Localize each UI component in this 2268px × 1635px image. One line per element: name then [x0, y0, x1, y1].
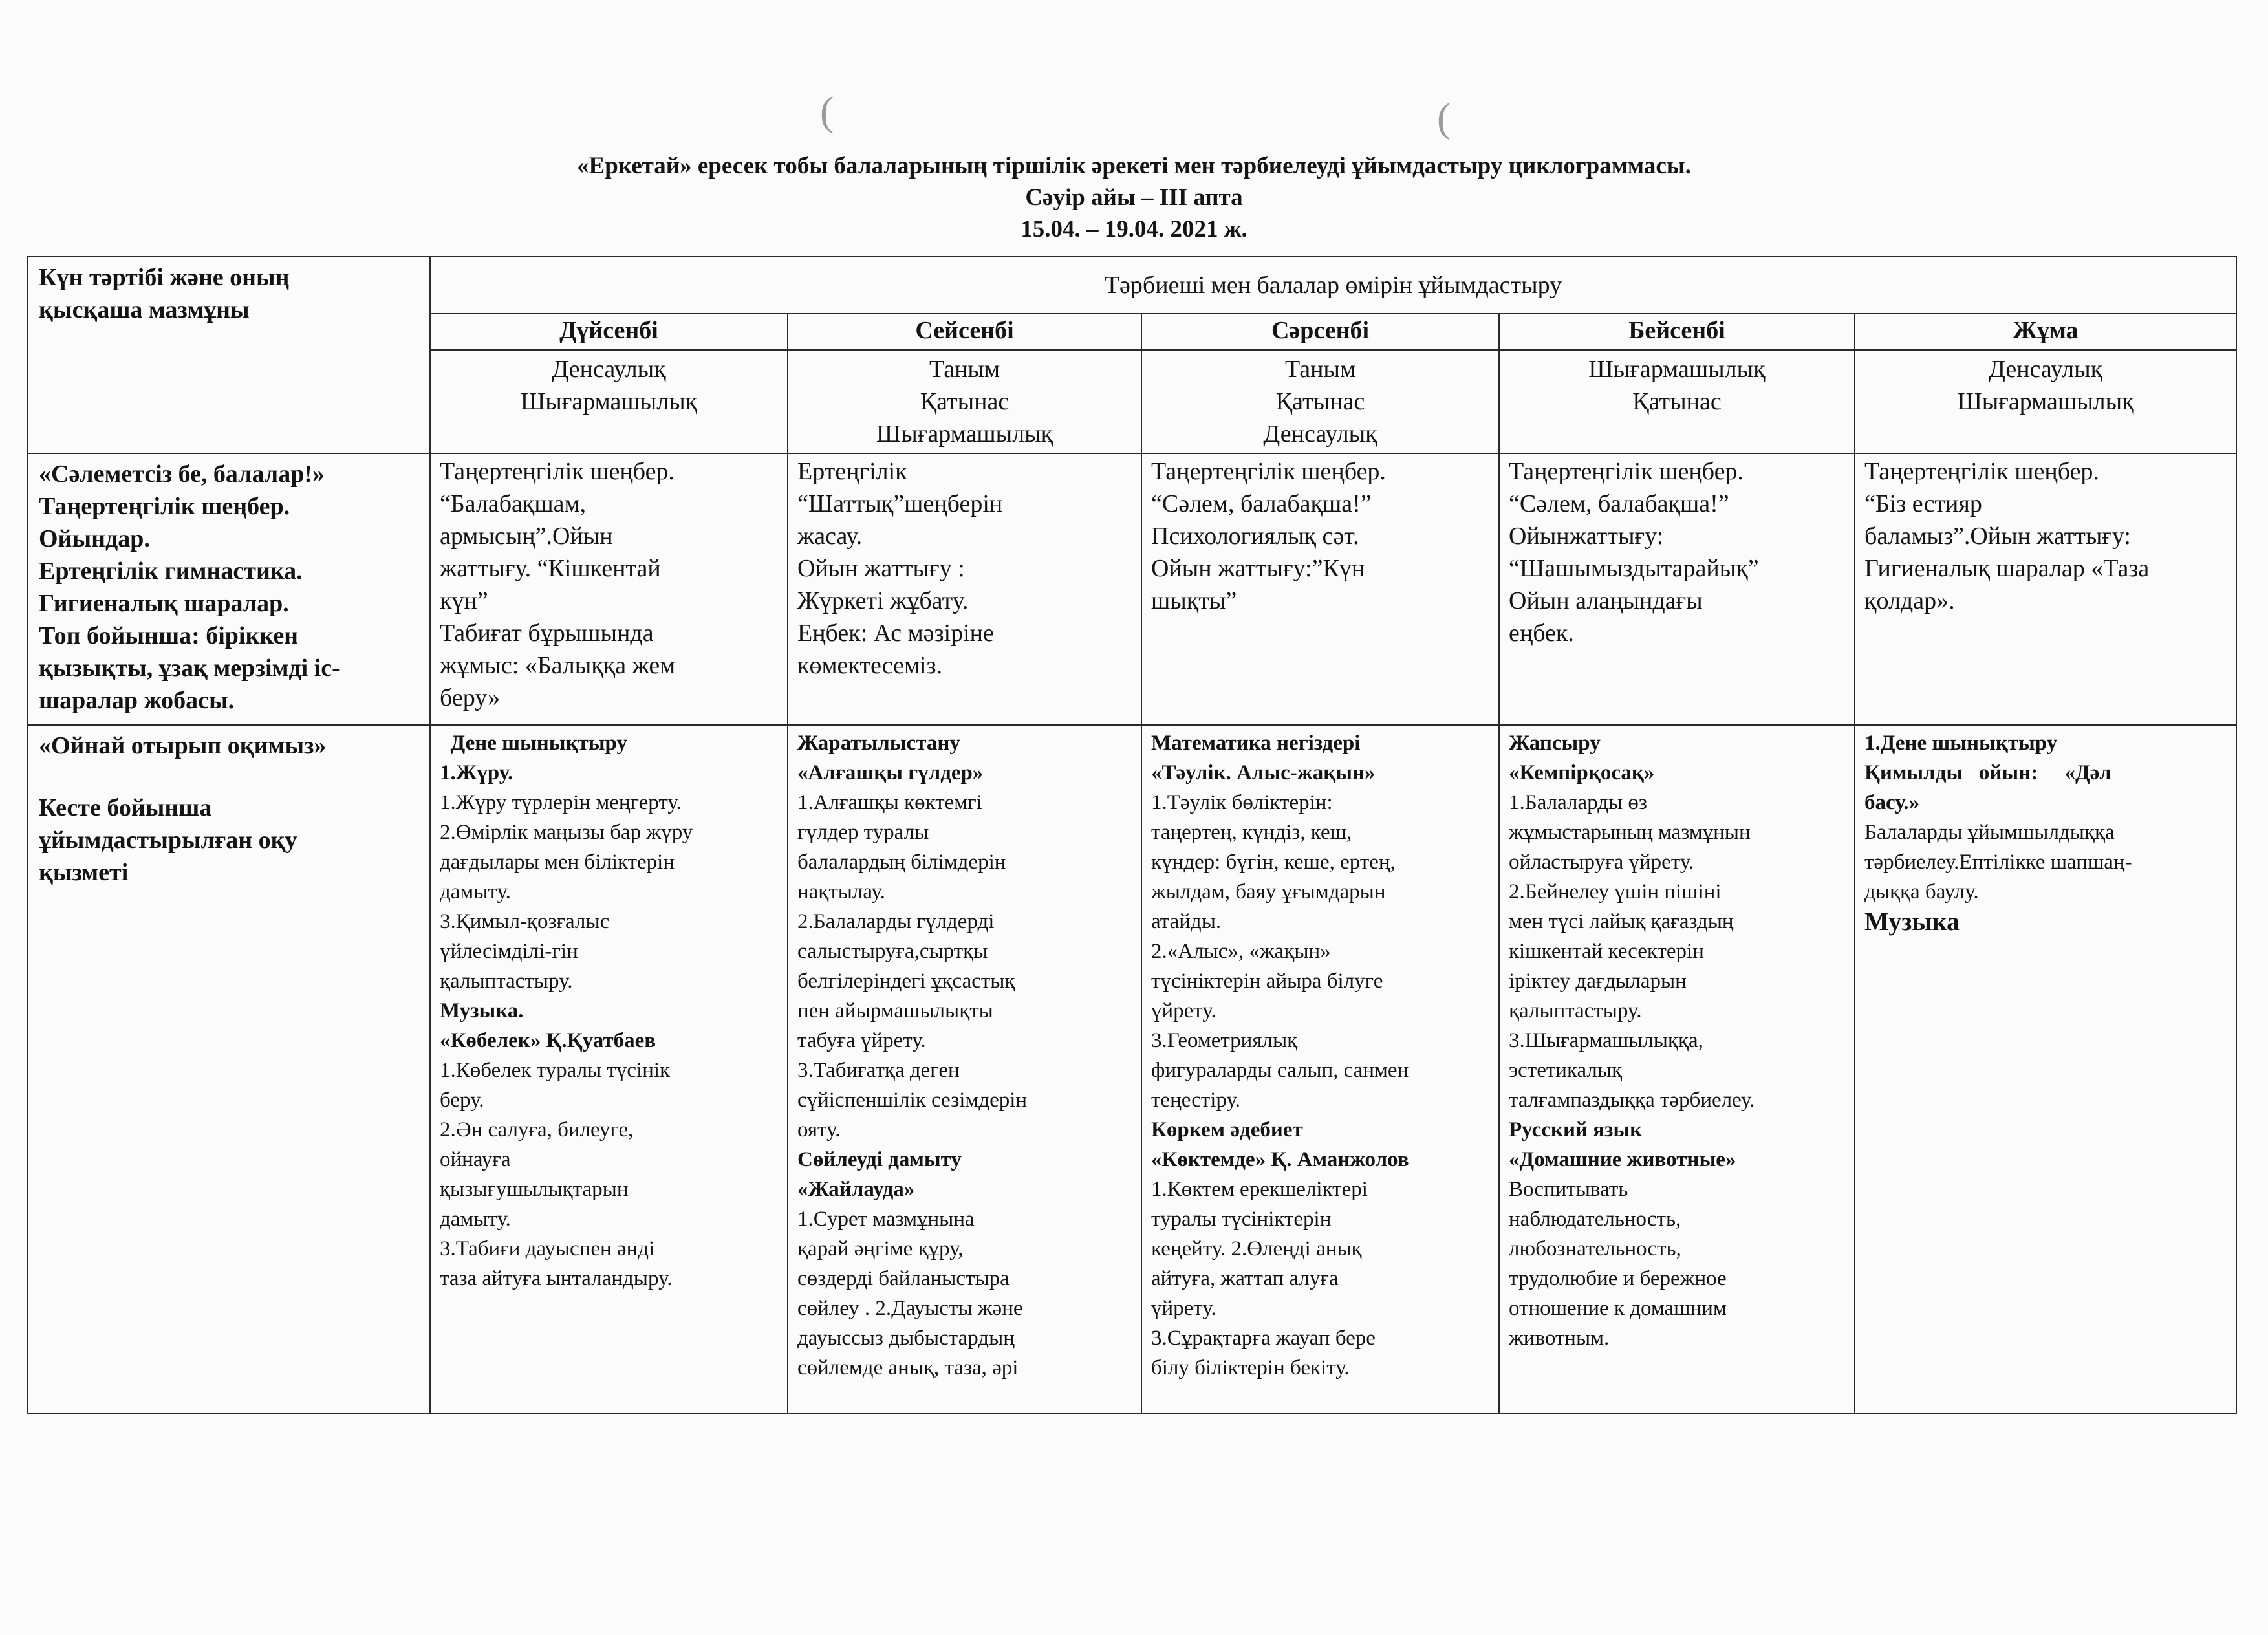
scan-mark-left: (	[820, 88, 834, 134]
morning-tuesday: Ертеңгілік “Шаттық”шеңберін жасау. Ойын жаттығу : Жүркеті жұбату. Еңбек: Ас мәзіріне көмектесеміз.	[788, 453, 1141, 725]
education-thursday: Жапсыру «Кемпірқосақ» 1.Балаларды өз жұмыстарының мазмұнын ойластыруға үйрету. 2.Бейнелеу үшін пішіні мен түсі лайық қағаздың кішкентай кесектерін іріктеу дағдыларын қалыптастыру. 3.Шығармашылыққа, эстетикалық талғампаздыққа тәрбиелеу. Русский язык «Домашние животные» Воспитывать наблюдательность, любознательность, трудолюбие и бережное отношение к домашним животным.	[1499, 725, 1855, 1413]
cyclogram-table	[27, 256, 2237, 1414]
morning-wednesday: Таңертеңгілік шеңбер. “Сәлем, балабақша!” Психологиялық сәт. Ойын жаттығу:”Күн шықты”	[1141, 453, 1499, 725]
document-title: «Еркетай» ересек тобы балаларының тіршілік әрекеті мен тәрбиелеуді ұйымдастыру циклограммасы.	[577, 153, 1691, 179]
areas-monday: Денсаулық Шығармашылық	[430, 350, 788, 453]
morning-monday: Таңертеңгілік шеңбер. “Балабақшам, армысың”.Ойын жаттығу. “Кішкентай күн” Табиғат бұрышында жұмыс: «Балыққа жем беру»	[430, 453, 788, 725]
document-header	[0, 150, 2268, 245]
education-friday: 1.Дене шынықтыру Қимылды ойын: «Дәл басу.» Балаларды ұйымшылдыққа тәрбиелеу.Ептілікке шапшаң- дыққа баулу. Музыка	[1855, 725, 2236, 1413]
day-header-monday: Дүйсенбі	[430, 314, 788, 350]
morning-thursday: Таңертеңгілік шеңбер. “Сәлем, балабақша!” Ойынжаттығу: “Шашымыздытарайық” Ойын алаңындағы еңбек.	[1499, 453, 1855, 725]
education-tuesday: Жаратылыстану «Алғашқы гүлдер» 1.Алғашқы көктемгі гүлдер туралы балалардың білімдерін нақтылау. 2.Балаларды гүлдерді салыстыруға,сыртқы белгілеріндегі ұқсастық пен айырмашылықты табуға үйрету. 3.Табиғатқа деген сүйіспеншілік сезімдерін ояту. Сөйлеуді дамыту «Жайлауда» 1.Сурет мазмұнына қарай әңгіме құру, сөздерді байланыстыра сөйлеу . 2.Дауысты және дауыссыз дыбыстардың сөйлемде анық, таза, әрі	[788, 725, 1141, 1413]
morning-row-title: «Сәлеметсіз бе, балалар!» Таңертеңгілік шеңбер. Ойындар. Ертеңгілік гимнастика. Гигиеналық шаралар. Топ бойынша: біріккен қызықты, ұзақ мерзімді іс- шаралар жобасы.	[28, 453, 430, 725]
areas-tuesday: Таным Қатынас Шығармашылық	[788, 350, 1141, 453]
day-header-tuesday: Сейсенбі	[788, 314, 1141, 350]
areas-thursday: Шығармашылық Қатынас	[1499, 350, 1855, 453]
areas-wednesday: Таным Қатынас Денсаулық	[1141, 350, 1499, 453]
day-header-friday: Жұма	[1855, 314, 2236, 350]
header-regime-cell: Күн тәртібі және оның қысқаша мазмұны	[28, 257, 430, 453]
day-header-thursday: Бейсенбі	[1499, 314, 1855, 350]
header-organization-cell: Тәрбиеші мен балалар өмірін ұйымдастыру	[430, 257, 2236, 314]
scan-mark-right: (	[1437, 94, 1451, 140]
day-header-wednesday: Сәрсенбі	[1141, 314, 1499, 350]
areas-friday: Денсаулық Шығармашылық	[1855, 350, 2236, 453]
education-wednesday: Математика негіздері «Тәулік. Алыс-жақын» 1.Тәулік бөліктерін: таңертең, күндіз, кеш, күндер: бүгін, кеше, ертең, жылдам, баяу ұғымдарын атайды. 2.«Алыс», «жақын» түсініктерін айыра білуге үйрету. 3.Геометриялық фигураларды салып, санмен теңестіру. Көркем әдебиет «Көктемде» Қ. Аманжолов 1.Көктем ерекшеліктері туралы түсініктерін кеңейту. 2.Өлеңді анық айтуға, жаттап алуға үйрету. 3.Сұрақтарға жауап бере білу біліктерін бекіту.	[1141, 725, 1499, 1413]
document-month-week: Сәуір айы – ІІІ апта	[1025, 184, 1243, 211]
document-date-range: 15.04. – 19.04. 2021 ж.	[1021, 216, 1247, 243]
education-monday: Дене шынықтыру 1.Жүру. 1.Жүру түрлерін меңгерту. 2.Өмірлік маңызы бар жүру дағдылары мен біліктерін дамыту. 3.Қимыл-қозғалыс үйлесімділі-гін қалыптастыру. Музыка. «Көбелек» Қ.Қуатбаев 1.Көбелек туралы түсінік беру. 2.Ән салуға, билеуге, ойнауға қызығушылықтарын дамыту. 3.Табиғи дауыспен әнді таза айтуға ынталандыру.	[430, 725, 788, 1413]
morning-friday: Таңертеңгілік шеңбер. “Біз естияр баламыз”.Ойын жаттығу: Гигиеналық шаралар «Таза қолдар».	[1855, 453, 2236, 725]
education-row-title: «Ойнай отырып оқимыз» Кесте бойынша ұйымдастырылған оқу қызметі	[28, 725, 430, 1413]
